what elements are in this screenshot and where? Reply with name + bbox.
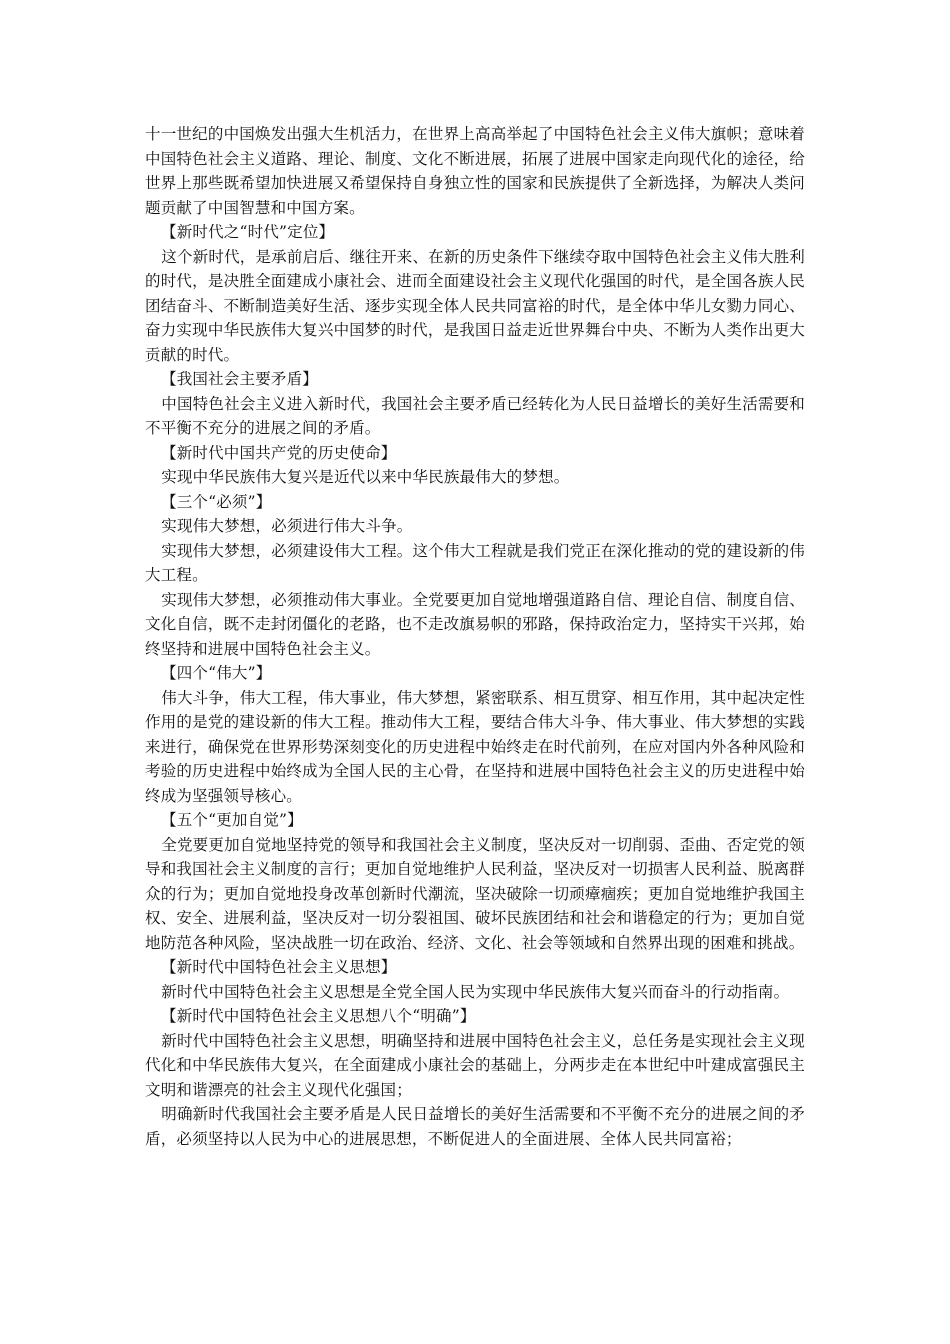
paragraph-clarification-2: 明确新时代我国社会主要矛盾是人民日益增长的美好生活需要和不平衡不充分的进展之间的矛盾，必须坚持以人民为中心的进展思想，不断促进人的全面进展、全体人民共同富裕； bbox=[145, 1105, 805, 1148]
document-page bbox=[145, 122, 805, 1151]
section-heading-new-era-thought: 【新时代中国特色社会主义思想】 bbox=[161, 958, 397, 976]
section-heading-historic-mission: 【新时代中国共产党的历史使命】 bbox=[161, 443, 397, 462]
paragraph-five-more-conscious: 全党要更加自觉地坚持党的领导和我国社会主义制度，坚决反对一切削弱、歪曲、否定党的领导和我国社会主义制度的言行；更加自觉地维护人民利益，坚决反对一切损害人民利益、脱离群众的行为；更加自觉地投身改革创新时代潮流，坚决破除一切顽瘴痼疾；更加自觉地维护我国主权、安全、进展利益，坚决反对一切分裂祖国、破坏民族团结和社会和谐稳定的行为；更加自觉地防范各种风险，坚决战胜一切在政治、经济、文化、社会等领域和自然界出现的困难和挑战。 bbox=[145, 835, 805, 952]
paragraph-intro: 十一世纪的中国焕发出强大生机活力，在世界上高高举起了中国特色社会主义伟大旗帜；意味着中国特色社会主义道路、理论、制度、文化不断进展，拓展了进展中国家走向现代化的途径，给世界上那些既希望加快进展又希望保持自身独立性的国家和民族提供了全新选择，为解决人类问题贡献了中国智慧和中国方案。 bbox=[145, 125, 805, 217]
paragraph-era-positioning: 这个新时代，是承前启后、继往开来、在新的历史条件下继续夺取中国特色社会主义伟大胜利的时代，是决胜全面建成小康社会、进而全面建设社会主义现代化强国的时代，是全国各族人民团结奋斗、不断制造美好生活、逐步实现全体人民共同富裕的时代，是全体中华儿女勠力同心、奋力实现中华民族伟大复兴中国梦的时代，是我国日益走近世界舞台中央、不断为人类作出更大贡献的时代。 bbox=[145, 247, 805, 364]
section-heading-four-greats: 【四个“伟大”】 bbox=[161, 664, 272, 682]
section-heading-era-positioning: 【新时代之“时代”定位】 bbox=[161, 223, 335, 241]
paragraph-must-project: 实现伟大梦想，必须建设伟大工程。这个伟大工程就是我们党正在深化推动的党的建设新的伟大工程。 bbox=[145, 541, 805, 584]
paragraph-clarification-1: 新时代中国特色社会主义思想，明确坚持和进展中国特色社会主义，总任务是实现社会主义现代化和中华民族伟大复兴，在全面建成小康社会的基础上，分两步走在本世纪中叶建成富强民主文明和谐漂亮的社会主义现代化强国； bbox=[145, 1031, 805, 1099]
paragraph-four-greats: 伟大斗争，伟大工程，伟大事业，伟大梦想，紧密联系、相互贯穿、相互作用，其中起决定性作用的是党的建设新的伟大工程。推动伟大工程，要结合伟大斗争、伟大事业、伟大梦想的实践来进行，确保党在世界形势深刻变化的历史进程中始终走在时代前列，在应对国内外各种风险和考验的历史进程中始终成为全国人民的主心骨，在坚持和进展中国特色社会主义的历史进程中始终成为坚强领导核心。 bbox=[145, 688, 805, 805]
paragraph-new-era-thought: 新时代中国特色社会主义思想是全党全国人民为实现中华民族伟大复兴而奋斗的行动指南。 bbox=[161, 982, 790, 1001]
paragraph-historic-mission: 实现中华民族伟大复兴是近代以来中华民族最伟大的梦想。 bbox=[161, 468, 570, 486]
section-heading-eight-clarifications: 【新时代中国特色社会主义思想八个“明确”】 bbox=[161, 1007, 476, 1025]
paragraph-main-contradiction: 中国特色社会主义进入新时代，我国社会主要矛盾已经转化为人民日益增长的美好生活需要和不平衡不充分的进展之间的矛盾。 bbox=[145, 394, 805, 437]
section-heading-five-more-conscious: 【五个“更加自觉”】 bbox=[161, 811, 303, 829]
paragraph-must-struggle: 实现伟大梦想，必须进行伟大斗争。 bbox=[161, 517, 413, 535]
section-heading-main-contradiction: 【我国社会主要矛盾】 bbox=[161, 370, 319, 388]
section-heading-three-musts: 【三个“必须”】 bbox=[161, 492, 272, 511]
paragraph-must-cause: 实现伟大梦想，必须推动伟大事业。全党要更加自觉地增强道路自信、理论自信、制度自信、文化自信，既不走封闭僵化的老路，也不走改旗易帜的邪路，保持政治定力，坚持实干兴邦，始终坚持和进展中国特色社会主义。 bbox=[145, 590, 805, 658]
